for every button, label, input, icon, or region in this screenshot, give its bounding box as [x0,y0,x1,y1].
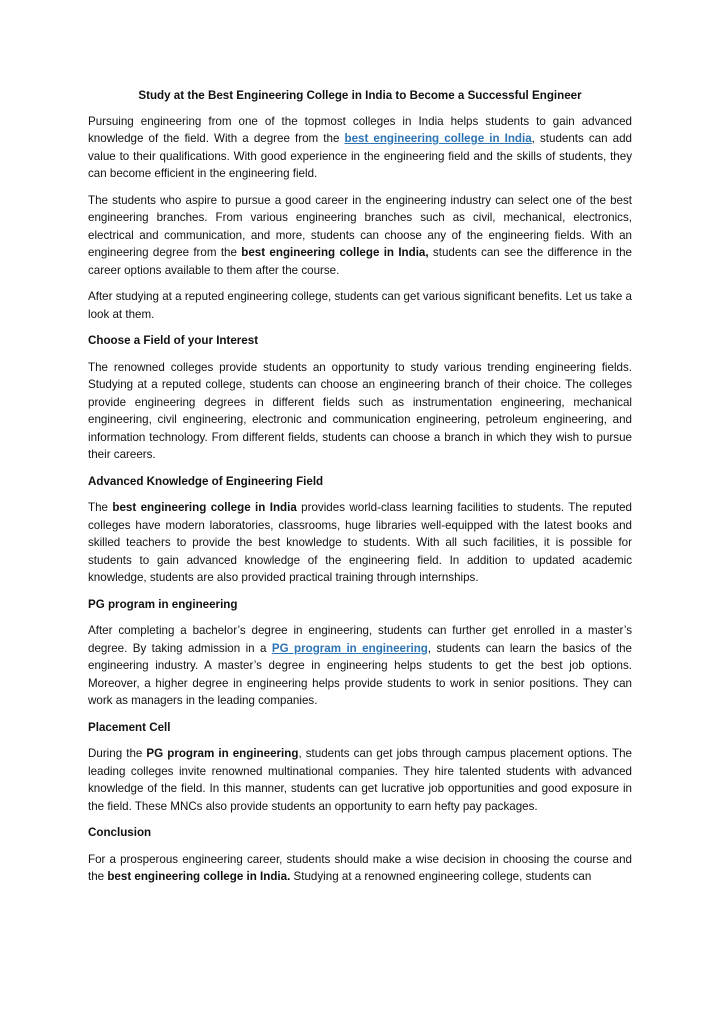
bold-phrase: best engineering college in India. [107,870,291,883]
paragraph-text: For a prosperous engineering career, students should make a wise decision in choosing the course and the [88,852,632,883]
document-title: Study at the Best Engineering College in India to Become a Successful Engineer [138,89,582,102]
pg-program-link[interactable]: PG program in engineering [271,641,428,655]
paragraph-advanced-knowledge [88,499,632,587]
paragraph-text: The [88,501,113,514]
paragraph-text: The students who aspire to pursue a good career in the engineering industry can select one of the best engineering branches. From various engineering branches such as civil, mechanical, electronics, electrical and communication, and more, students can choose any of the engineering fields. With an engineering degree from the [88,193,632,259]
paragraph-text: students can see the difference in the career options available to them after the course. [88,246,632,277]
bold-phrase: best engineering college in India, [241,246,429,259]
paragraph-text: provides world-class learning facilities to students. The reputed colleges have modern laboratories, classrooms, huge libraries well-equipped with the latest books and skilled teachers to provide the best knowledge to students. With all such facilities, it is possible for students to gain advanced knowledge of the engineering field. In addition to updated academic knowledge, students are also provided practical training through internships. [88,501,632,584]
best-engineering-college-link[interactable]: best engineering college in India [344,132,532,145]
paragraph-branches [88,192,632,280]
paragraph-placement-cell [88,745,632,815]
paragraph-text: Pursuing engineering from one of the topmost colleges in India helps students to gain advanced knowledge of the field. With a degree from the [88,114,632,145]
paragraph-text: After completing a bachelor’s degree in engineering, students can further get enrolled in a master’s degree. By taking admission in a [88,624,632,655]
section-heading-field-interest: Choose a Field of your Interest [88,334,259,347]
paragraph-conclusion [88,851,632,886]
paragraph-text: , students can learn the basics of the engineering industry. A master’s degree in engineering helps students to get the best job options. Moreover, a higher degree in engineering helps provide students to work in senior positions. They can work as managers in the leading companies. [88,641,632,707]
paragraph-text: , students can get jobs through campus placement options. The leading colleges invite renowned multinational companies. They hire talented students with advanced knowledge of the field. In this manner, students can get lucrative job opportunities and good exposure in the field. These MNCs also provide students an opportunity to earn hefty pay packages. [88,747,633,813]
bold-phrase: best engineering college in India [112,501,297,514]
paragraph-text: Studying at a renowned engineering college, students can [290,870,592,883]
section-heading-conclusion: Conclusion [88,826,152,839]
paragraph-intro [88,113,632,183]
section-heading-advanced-knowledge: Advanced Knowledge of Engineering Field [88,474,324,488]
section-heading-pg-program: PG program in engineering [88,597,238,611]
paragraph-text: , students can add value to their qualifications. With good experience in the engineering field and the skills of students, they can become efficient in the engineering field. [88,132,632,180]
paragraph-field-interest: The renowned colleges provide students an opportunity to study various trending engineering fields. Studying at a reputed college, students can choose an engineering branch of their choice. The colleges provide engineering degrees in different fields such as instrumentation engineering, mechanical engineering, civil engineering, electronic and communication engineering, petroleum engineering, and information technology. From different fields, students can choose a branch in which they wish to pursue their careers. [88,360,632,461]
bold-phrase: PG program in engineering [146,747,299,760]
paragraph-benefits-intro: After studying at a reputed engineering college, students can get various significant benefits. Let us take a look at them. [88,290,632,321]
paragraph-text: During the [88,747,147,760]
paragraph-pg-program [88,622,632,710]
section-heading-placement-cell: Placement Cell [88,720,171,734]
